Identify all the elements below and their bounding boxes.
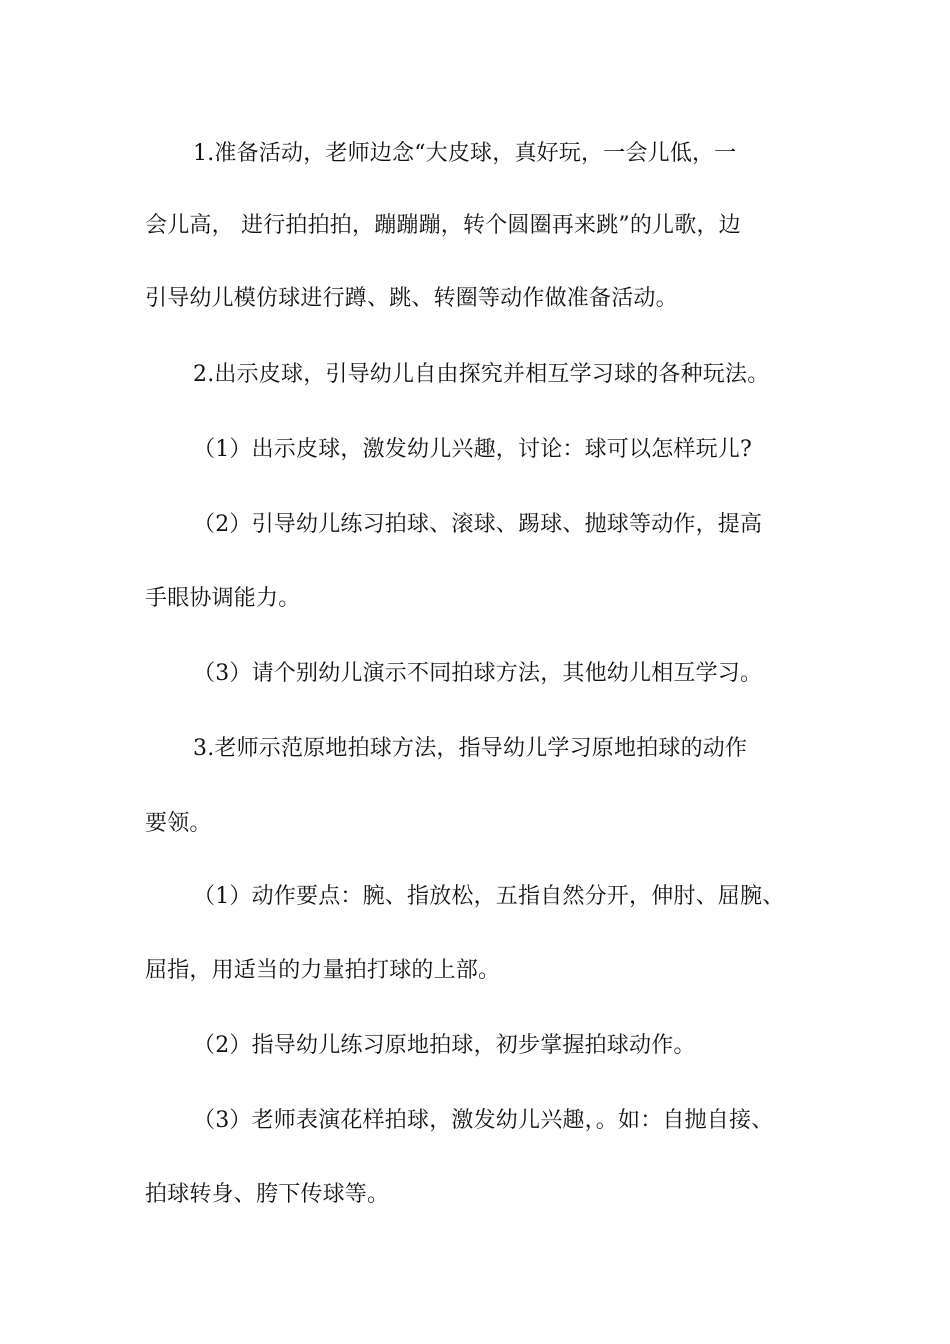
paragraph-line-7: 手眼协调能力。 — [145, 586, 301, 611]
paragraph-line-1: 1.准备活动，老师边念“大皮球，真好玩，一会儿低，一 — [193, 141, 737, 166]
paragraph-line-14: （3）老师表演花样拍球，激发幼儿兴趣，。如：自抛自接、 — [193, 1108, 774, 1133]
paragraph-line-11: （1）动作要点：腕、指放松，五指自然分开，伸肘、屈腕、 — [193, 884, 785, 909]
paragraph-line-4: 2.出示皮球，引导幼儿自由探究并相互学习球的各种玩法。 — [193, 362, 770, 387]
paragraph-line-13: （2）指导幼儿练习原地拍球，初步掌握拍球动作。 — [193, 1033, 696, 1058]
paragraph-line-15: 拍球转身、胯下传球等。 — [145, 1182, 390, 1207]
paragraph-line-8: （3）请个别幼儿演示不同拍球方法，其他幼儿相互学习。 — [193, 661, 763, 686]
paragraph-line-5: （1）出示皮球，激发幼儿兴趣，讨论：球可以怎样玩儿? — [193, 437, 752, 462]
paragraph-line-12: 屈指，用适当的力量拍打球的上部。 — [145, 958, 501, 983]
paragraph-line-2: 会儿高， 进行拍拍拍，蹦蹦蹦，转个圆圈再来跳”的儿歌，边 — [145, 213, 741, 238]
paragraph-line-6: （2）引导幼儿练习拍球、滚球、踢球、抛球等动作，提高 — [193, 512, 763, 537]
paragraph-line-10: 要领。 — [145, 811, 212, 836]
paragraph-line-9: 3.老师示范原地拍球方法，指导幼儿学习原地拍球的动作 — [193, 736, 748, 761]
paragraph-line-3: 引导幼儿模仿球进行蹲、跳、转圈等动作做准备活动。 — [145, 286, 678, 311]
